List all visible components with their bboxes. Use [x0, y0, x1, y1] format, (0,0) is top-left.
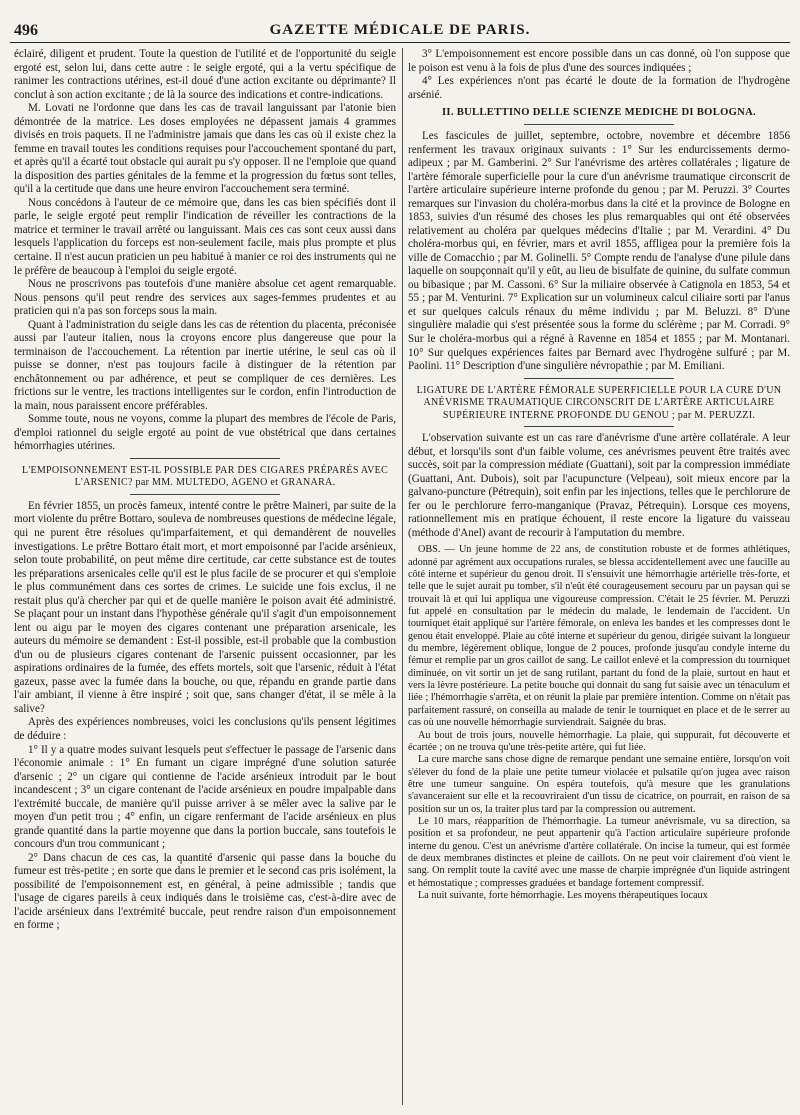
column-divider	[402, 48, 403, 1105]
paragraph: L'observation suivante est un cas rare d'anévrisme d'une artère collatérale. A leur début, et lorsqu'ils sont d'un faible volume, ces anévrismes peuvent être traités avec succès, soit par la compression médiate (Guattani), soit par la compression immédiate (Guattani, Ant. Dubois), soit par l'acupuncture (Velpeau), soit mieux encore par la galvano-puncture (Pétrequin), soit enfin par les injections, telles que le perchlorure de fer ou le perchlorure ferro-manganique (Pravaz, Pétrequin). Lorsque ces moyens, rationnellement mis en pratique échouent, il reste encore la ligature du vaisseau (méthode d'Anel) avant de recourir à l'amputation du membre.	[408, 432, 790, 539]
paragraph: M. Lovati ne l'ordonne que dans les cas de travail languissant par l'atonie bien démontrée de la matrice. Les doses employées ne dépassent jamais 4 grammes divisés en trois paquets. Il ne l'administre jamais que dans les cas où il existe chez la femme en travail toutes les conditions requises pour l'accouchement spontané du part, et après qu'il a écarté tout obstacle qui aurait pu s'y opposer. Il ne l'emploie que quand la disposition des parties génitales de la femme et la progression du fœtus sont telles, qu'il a la certitude que dans une heure environ l'accouchement sera terminé.	[14, 102, 396, 196]
paragraph: Les fascicules de juillet, septembre, octobre, novembre et décembre 1856 renferment les travaux originaux suivants : 1° Sur les endurcissements dermo-adipeux ; par M. Gamberini. 2° Sur l'anévrisme des artères collatérales ; ligature de l'artère fémorale superficielle pour la cure d'un anévrisme traumatique circonscrit de l'artère articulaire supérieure interne profonde du genou ; par M. Peruzzi. 3° Courtes remarques sur l'invasion du choléra-morbus dans la cité et la province de Bologne en 1853, suivies d'un résumé des choses les plus remarquables qui ont été observées relativement au choléra par quelques médecins d'Italie ; par M. Verardini. 4° Du choléra-morbus qui, en février, mars et avril 1855, affligea pour la première fois la ville de Comacchio ; par M. Golinelli. 5° Compte rendu de l'analyse d'une pilule dans laquelle on soupçonnait qu'il y eût, au lieu de bisulfate de quinine, du sulfate commun ou bibasique ; par M. Cassoni. 6° Sur la miliaire observée à Catignola en 1853, 54 et 55 ; par M. Venturini. 7° Explication sur un volumineux calcul ciliaire sorti par l'anus et sur quelques calculs rénaux du même individu ; par M. Beluzzi. 8° D'une singulière maladie qui s'est présentée sous la forme du sclérème ; par M. Corradi. 9° Sur le choléra-morbus qui a régné à Ravenne en 1854 et 1855 ; par M. Montanari. 10° Sur quelques expériences faites par Bernard avec l'hydrogène sulfuré ; par M. Paolini. 11° Description d'une singulière névropathie ; par M. Emiliani.	[408, 130, 790, 373]
separator-rule	[130, 458, 280, 459]
right-column	[408, 48, 790, 1107]
separator-rule	[524, 378, 674, 379]
separator-rule	[130, 494, 280, 495]
paragraph: 2° Dans chacun de ces cas, la quantité d'arsenic qui passe dans la bouche du fumeur est très-petite ; en sorte que dans le premier et le second cas pris isolément, la possibilité de l'empoisonnement est, en général, à peine admissible ; tandis que l'usage de cigares pareils à ceux indiqués dans le troisième cas, c'est-à-dire avec de l'acide arsénieux dans l'extrémité buccale, peut rendre raison d'un empoisonnement en forme ;	[14, 851, 396, 932]
paragraph: Après des expériences nombreuses, voici les conclusions qu'ils pensent légitimes de déduire :	[14, 716, 396, 742]
article-title: LIGATURE DE L'ARTÈRE FÉMORALE SUPERFICIELLE POUR LA CURE D'UN ANÉVRISME TRAUMATIQUE CIRCONSCRIT DE L'ARTÈRE ARTICULAIRE SUPÉRIEURE INTERNE PROFONDE DU GENOU ; par M. PERUZZI.	[416, 384, 782, 421]
paragraph: La cure marche sans chose digne de remarque pendant une semaine entière, lorsqu'on voit s'élever du fond de la plaie une petite tumeur violacée et pulsatile qu'on jugea avec raison être une tumeur sanguine. On espéra toutefois, qu'à mesure que les granulations s'avanceraient sur elle et la recouvriraient d'un tissu de cicatrice, on pourrait, en raison de sa position sur un os, la traiter plus tard par la compression ou autrement.	[408, 754, 790, 815]
paragraph: éclairé, diligent et prudent. Toute la question de l'utilité et de l'opportunité du seigle ergoté est, selon lui, dans cette autre : le seigle ergoté, qui a la vertu spécifique de ranimer les contractions utérines, est-il doué d'une action excitante ou déprimante? Il conclut à son action excitante ; de là la source des indications et contre-indications.	[14, 48, 396, 101]
paragraph: Quant à l'administration du seigle dans les cas de rétention du placenta, préconisée aussi par l'auteur italien, nous la croyons encore plus dangereuse que pour la terminaison de l'accouchement. La rétention par inertie utérine, le seul cas où il puisse se donner, n'est pas toujours facile à distinguer de la rétention par enchâtonnement ou par adhérence, et peut se compliquer de ces dernières. Les frictions sur le ventre, les tractions intelligentes sur le cordon, enfin l'introduction de la main, nous paraissent encore préférables.	[14, 318, 396, 412]
page-number: 496	[14, 22, 38, 39]
paragraph: 1° Il y a quatre modes suivant lesquels peut s'effectuer le passage de l'arsenic dans l'économie animale : 1° En fumant un cigare imprégné d'une solution saturée d'arsenic ; 2° un cigare qui contienne de l'acide arsénieux introduit par le bout incandescent ; 3° un cigare contenant de l'acide arsénieux en poudre impalpable dans l'extrémité buccale, de manière qu'il puisse arriver à se mêler avec la salive par le moyen d'un petit trou ; 4° enfin, un cigare renfermant de l'acide arsénieux en plus grande quantité dans la partie moyenne que dans la portion buccale, sans toutefois le concours d'un trou communicant ;	[14, 743, 396, 851]
journal-title: GAZETTE MÉDICALE DE PARIS.	[269, 22, 531, 38]
bulletin-heading: II. BULLETTINO DELLE SCIENZE MEDICHE DI BOLOGNA.	[441, 107, 757, 119]
paragraph: La nuit suivante, forte hémorrhagie. Les moyens thérapeutiques locaux	[418, 889, 708, 901]
separator-rule	[524, 124, 674, 125]
paragraph: Somme toute, nous ne voyons, comme la plupart des membres de l'école de Paris, d'emploi rationnel du seigle ergoté au point de vue obstétrical que dans certaines hémorrhagies utérines.	[14, 413, 396, 453]
paragraph: Nous ne proscrivons pas toutefois d'une manière absolue cet agent remarquable. Nous pensons qu'il peut rendre des services aux sages-femmes prudentes et au praticien qui n'a pas son forceps sous la main.	[14, 278, 396, 318]
running-head	[10, 20, 790, 43]
paragraph: En février 1855, un procès fameux, intenté contre le prêtre Maineri, par suite de la mort violente du prêtre Bottaro, souleva de nombreuses questions de médecine légale, qui ne purent être résolues qu'imparfaitement, et qui demandèrent de nouvelles investigations. Le prêtre Bottaro était mort, et mort empoisonné par l'acide arsénieux, selon toute probabilité, on peut même dire certitude, car cette substance est de toutes les préparations arsenicales celle qu'il est le plus facile de se procurer et qui s'emploie le plus communément dans ces sortes de crimes. Le suicide une fois exclus, il ne restait plus qu'à chercher par qui et de quelle manière le poison avait été administré. Se plaçant pour un instant dans l'hypothèse générale qu'il s'agit d'un empoisonnement lent ou aigu par le moyen des cigares contenant une préparation arsenicale, les auteurs du mémoire se demandent : Est-il possible, est-il probable que la combustion d'un ou de plusieurs cigares contenant de l'arsenic puissent occasionner, par les aspirations ordinaires de la fumée, des effets mortels, soit que l'arsenic, réduit à l'état gazeux, passe avec la fumée dans la bouche, ou que, répandu en grande partie dans l'air ambiant, il vienne à être inspiré ; soit que, sans changer d'état, il se mêle à la salive?	[14, 499, 396, 715]
paragraph: OBS. — Un jeune homme de 22 ans, de constitution robuste et de formes athlétiques, adonné par agrément aux occupations rurales, se blessa accidentellement avec une faucille au côté interne et supérieur du genou droit. Il s'ensuivit une hémorrhagie artérielle très-forte, et telle que le sujet aurait pu tomber, s'il n'eût été courageusement secouru par un paysan qui se trouvait là et qui lui appliqua une vigoureuse compression. C'était le 25 février. M. Peruzzi fut appelé en consultation par le médecin du malade, le lendemain de l'accident. Un tourniquet était appliqué sur l'artère fémorale, on enleva les bandes et les compresses dont le genou était enveloppé. Plaie au côté interne et supérieur du genou, dirigée suivant la longueur du membre, légèrement oblique, longue de 2 pouces, profonde jusqu'au condyle interne du fémur et remplie par un gros caillot de sang. Le caillot enlevé et la compression du tourniquet diminuée, on vit sortir un jet de sang rutilant, partant du fond de la plaie, surtout en haut et vers la lèvre postérieure. La petite bouche qui donnait du sang fut saisie avec un ténaculum et liée ; l'hémorrhagie s'arrêta, et on réunit la plaie par première intention. Comme on n'était pas parfaitement rassuré, on conseilla au malade de tenir le tourniquet en place et de le serrer au cas où une nouvelle hémorrhagie surviendrait. Saignée du bras.	[408, 544, 790, 729]
paragraph: Au bout de trois jours, nouvelle hémorrhagie. La plaie, qui suppurait, fut découverte et écartée ; on ne trouva qu'une très-petite artère, qui fut liée.	[408, 729, 790, 753]
observation-block	[408, 544, 790, 902]
paragraph: 4° Les expériences n'ont pas écarté le doute de la formation de l'hydrogène arsénié.	[408, 75, 790, 101]
paragraph: 3° L'empoisonnement est encore possible dans un cas donné, où l'on suppose que le poison est venu à la fois de plus d'une des sources indiquées ;	[408, 48, 790, 74]
left-column	[14, 48, 396, 1107]
separator-rule	[524, 426, 674, 427]
paragraph: Nous concédons à l'auteur de ce mémoire que, dans les cas bien spécifiés dont il parle, le seigle ergoté peut remplir l'indication de réveiller les contractions de la matrice et terminer le travail arrêté ou languissant. Mais ces cas sont ceux aussi dans lesquels l'application du forceps est non-seulement facile, mais plus prompte et plus certaine. Il n'est aucun praticien un peu habitué à manier ce roi des instruments qui ne le préfère de beaucoup à l'emploi du seigle ergoté.	[14, 196, 396, 277]
paragraph: Le 10 mars, réapparition de l'hémorrhagie. La tumeur anévrismale, vu sa direction, sa position et sa profondeur, ne peut appartenir qu'à l'action articulaire supérieure profonde interne du genou. C'est un anévrisme d'artère collatérale. On incise la tumeur, qui est formée de deux membranes distinctes et pleine de caillots. On ne peut voir clairement d'où vient le sang. On remplit toute la cavité avec une masse de charpie imprégnée d'un liquide astringent et hémostatique ; compresses graduées et bandage fortement compressif.	[408, 815, 790, 889]
section-title: L'EMPOISONNEMENT EST-IL POSSIBLE PAR DES CIGARES PRÉPARÉS AVEC L'ARSENIC? par MM. MULTEDO, AGENO et GRANARA.	[21, 464, 389, 489]
